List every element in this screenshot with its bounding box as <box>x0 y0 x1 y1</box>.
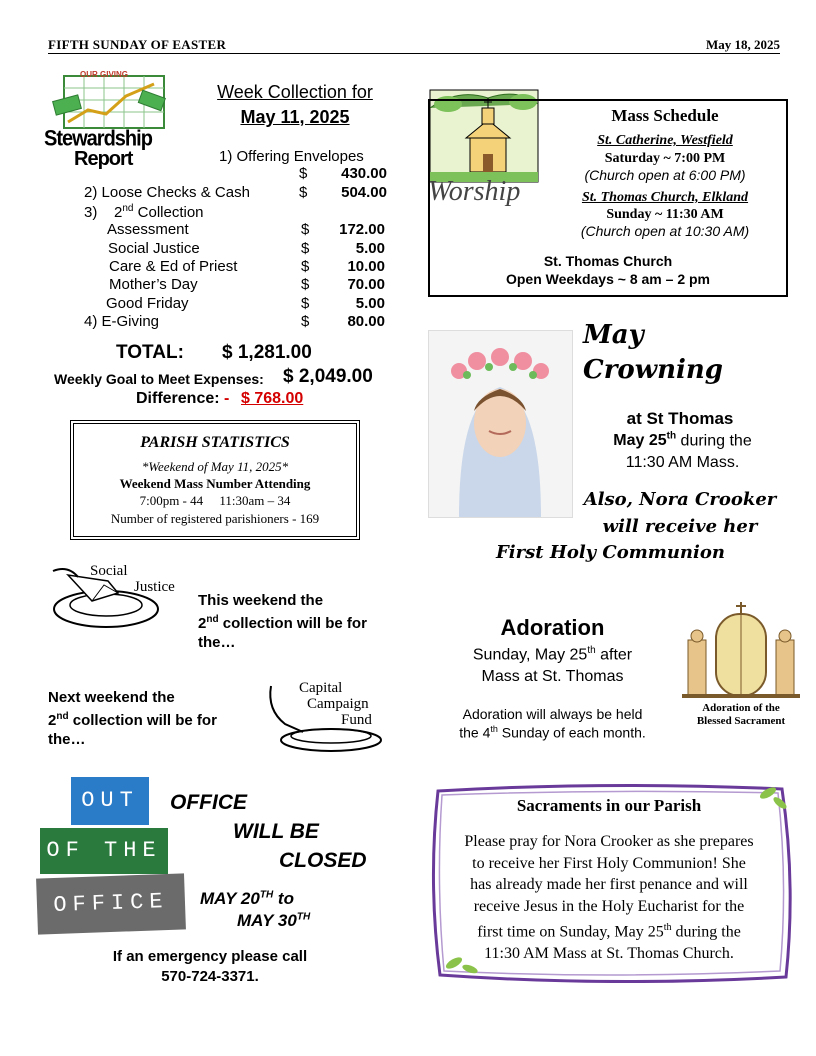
nora-line1: Also, Nora Crooker <box>583 489 777 510</box>
social-justice-logo-line2: Justice <box>134 579 175 595</box>
office-sign: OFFICE <box>36 873 186 934</box>
sacraments-line: has already made her first penance and will <box>470 876 748 893</box>
adoration-note1: Adoration will always be held <box>462 706 643 722</box>
adoration-line2: Mass at St. Thomas <box>481 668 624 685</box>
church2-name: St. Thomas Church, Elkland <box>581 190 749 205</box>
collection-item-label: Assessment <box>107 221 189 238</box>
difference-sign: - <box>224 390 230 407</box>
stewardship-logo-top: OUR GIVING <box>80 70 129 79</box>
parish-statistics-box <box>70 420 360 540</box>
emergency-phone: 570-724-3371. <box>161 968 259 985</box>
collection-item-label: 3) 2nd Collection <box>84 203 204 221</box>
collection-item-dollar: $ <box>301 295 310 312</box>
may-crowning-time: 11:30 AM Mass. <box>625 454 740 471</box>
collection-heading-line1: Week Collection for <box>217 82 373 102</box>
statistics-weekend: *Weekend of May 11, 2025* <box>141 459 289 474</box>
collection-item-label: Good Friday <box>106 295 189 312</box>
adoration-title: Adoration <box>500 615 605 640</box>
social-justice-text <box>198 591 367 652</box>
nora-line3: First Holy Communion <box>496 542 725 563</box>
altar-icon <box>682 600 800 700</box>
church2-time: Sunday ~ 11:30 AM <box>606 207 724 222</box>
collection-item-amount: 70.00 <box>347 276 385 293</box>
collection-item-amount: 172.00 <box>339 221 385 238</box>
collection-heading-line2: May 11, 2025 <box>240 107 350 127</box>
goal-label: Weekly Goal to Meet Expenses: <box>54 371 264 387</box>
collection-item-dollar: $ <box>301 313 310 330</box>
collection-item-label: 2) Loose Checks & Cash <box>84 184 250 201</box>
capital-campaign-logo-line2: Campaign <box>307 696 369 712</box>
sacraments-line: Please pray for Nora Crooker as she prepares <box>464 833 754 850</box>
capital-campaign-text <box>48 688 217 749</box>
collection-item-label: Social Justice <box>108 240 200 257</box>
statistics-attending-label: Weekend Mass Number Attending <box>119 476 311 491</box>
collection-item-label: 4) E-Giving <box>84 313 160 330</box>
collection-item-label: Mother’s Day <box>109 276 198 293</box>
collection-item-amount: 5.00 <box>355 240 385 257</box>
may-crowning-title2: Crowning <box>583 355 723 385</box>
sacraments-title: Sacraments in our Parish <box>516 796 702 815</box>
collection-item-amount: 10.00 <box>347 258 385 275</box>
may-crowning-title1: May <box>583 320 644 350</box>
collection-item-amount: 80.00 <box>347 313 385 330</box>
sacraments-line: to receive her First Holy Communion! She <box>472 854 746 872</box>
social-justice-logo-line1: Social <box>90 563 128 579</box>
sacraments-line: 11:30 AM Mass at St. Thomas Church. <box>484 944 734 962</box>
capital-campaign-logo-line3: Fund <box>341 712 372 728</box>
social-justice-line2: 2nd collection will be for <box>198 614 367 632</box>
collection-item-label: 1) Offering Envelopes <box>219 148 364 165</box>
office-line1: OFFICE <box>170 791 247 814</box>
mary-crown-image <box>428 330 573 518</box>
adoration-caption2: Blessed Sacrament <box>696 715 786 727</box>
church1-name: St. Catherine, Westfield <box>597 133 733 148</box>
capital-campaign-line2: 2nd collection will be for <box>48 711 217 729</box>
may-crowning-location: at St Thomas <box>626 409 734 428</box>
office-date2: MAY 30TH <box>237 911 311 930</box>
capital-campaign-logo-line1: Capital <box>299 680 343 696</box>
collection-item-amount: 5.00 <box>355 295 385 312</box>
social-justice-logo <box>48 563 183 633</box>
collection-heading <box>205 82 385 128</box>
church2-note: (Church open at 10:30 AM) <box>580 223 750 239</box>
office-line3: CLOSED <box>279 849 367 872</box>
of-the-sign: OF THE <box>40 828 168 874</box>
church1-note: (Church open at 6:00 PM) <box>584 167 746 183</box>
collection-item-dollar: $ <box>301 221 310 238</box>
capital-campaign-logo <box>263 676 393 756</box>
collection-item-dollar: $ <box>301 240 310 257</box>
social-justice-line1: This weekend the <box>198 592 324 609</box>
stewardship-logo-line2: Report <box>74 148 133 170</box>
out-sign: OUT <box>71 777 149 825</box>
total-label: TOTAL: <box>116 342 184 363</box>
collection-item-dollar: $ <box>301 276 310 293</box>
mary-with-flower-crown-icon <box>429 331 572 517</box>
collection-item-dollar: $ <box>299 165 308 182</box>
page-header <box>48 37 780 54</box>
collection-item-amount: 504.00 <box>341 184 387 201</box>
difference-label: Difference: <box>136 390 220 407</box>
statistics-registered: Number of registered parishioners - 169 <box>110 511 320 526</box>
page-title: FIFTH SUNDAY OF EASTER <box>48 37 227 52</box>
social-justice-line3: the… <box>198 634 236 651</box>
statistics-attending-values: 7:00pm - 44 11:30am – 34 <box>139 493 291 508</box>
emergency-text <box>80 947 340 987</box>
capital-campaign-line1: Next weekend the <box>48 689 175 706</box>
adoration-line1: Sunday, May 25th after <box>472 645 633 664</box>
sacraments-body <box>430 831 788 964</box>
nora-line2: will receive her <box>602 516 758 537</box>
worship-label: Worship <box>428 176 521 207</box>
church1-time: Saturday ~ 7:00 PM <box>604 151 726 166</box>
stewardship-logo <box>44 68 169 172</box>
adoration-image <box>682 600 800 732</box>
stewardship-logo-line1: Stewardship <box>44 126 152 152</box>
weekday-hours: Open Weekdays ~ 8 am – 2 pm <box>505 271 710 287</box>
may-crowning-date: May 25th during the <box>613 431 752 450</box>
difference-value: $ 768.00 <box>241 390 304 407</box>
adoration-caption1: Adoration of the <box>702 702 780 714</box>
sacraments-line: first time on Sunday, May 25th during the <box>477 922 741 941</box>
emergency-line1: If an emergency please call <box>112 948 308 965</box>
office-line2: WILL BE <box>233 820 319 843</box>
weekday-church: St. Thomas Church <box>543 253 673 269</box>
goal-value: $ 2,049.00 <box>283 366 373 387</box>
mass-schedule-title: Mass Schedule <box>611 106 719 125</box>
mass-schedule-box <box>428 99 788 297</box>
adoration-note2: the 4th Sunday of each month. <box>459 724 646 741</box>
capital-campaign-line3: the… <box>48 731 86 748</box>
collection-item-amount: 430.00 <box>341 165 387 182</box>
statistics-title: PARISH STATISTICS <box>140 434 290 451</box>
total-value: $ 1,281.00 <box>222 342 312 363</box>
sacraments-line: receive Jesus in the Holy Eucharist for the <box>473 897 745 915</box>
office-date1: MAY 20TH to <box>200 889 294 908</box>
collection-item-dollar: $ <box>299 184 308 201</box>
sacraments-box <box>430 783 795 983</box>
collection-item-label: Care & Ed of Priest <box>109 258 238 275</box>
page-date: May 18, 2025 <box>705 37 780 52</box>
collection-item-dollar: $ <box>301 258 310 275</box>
